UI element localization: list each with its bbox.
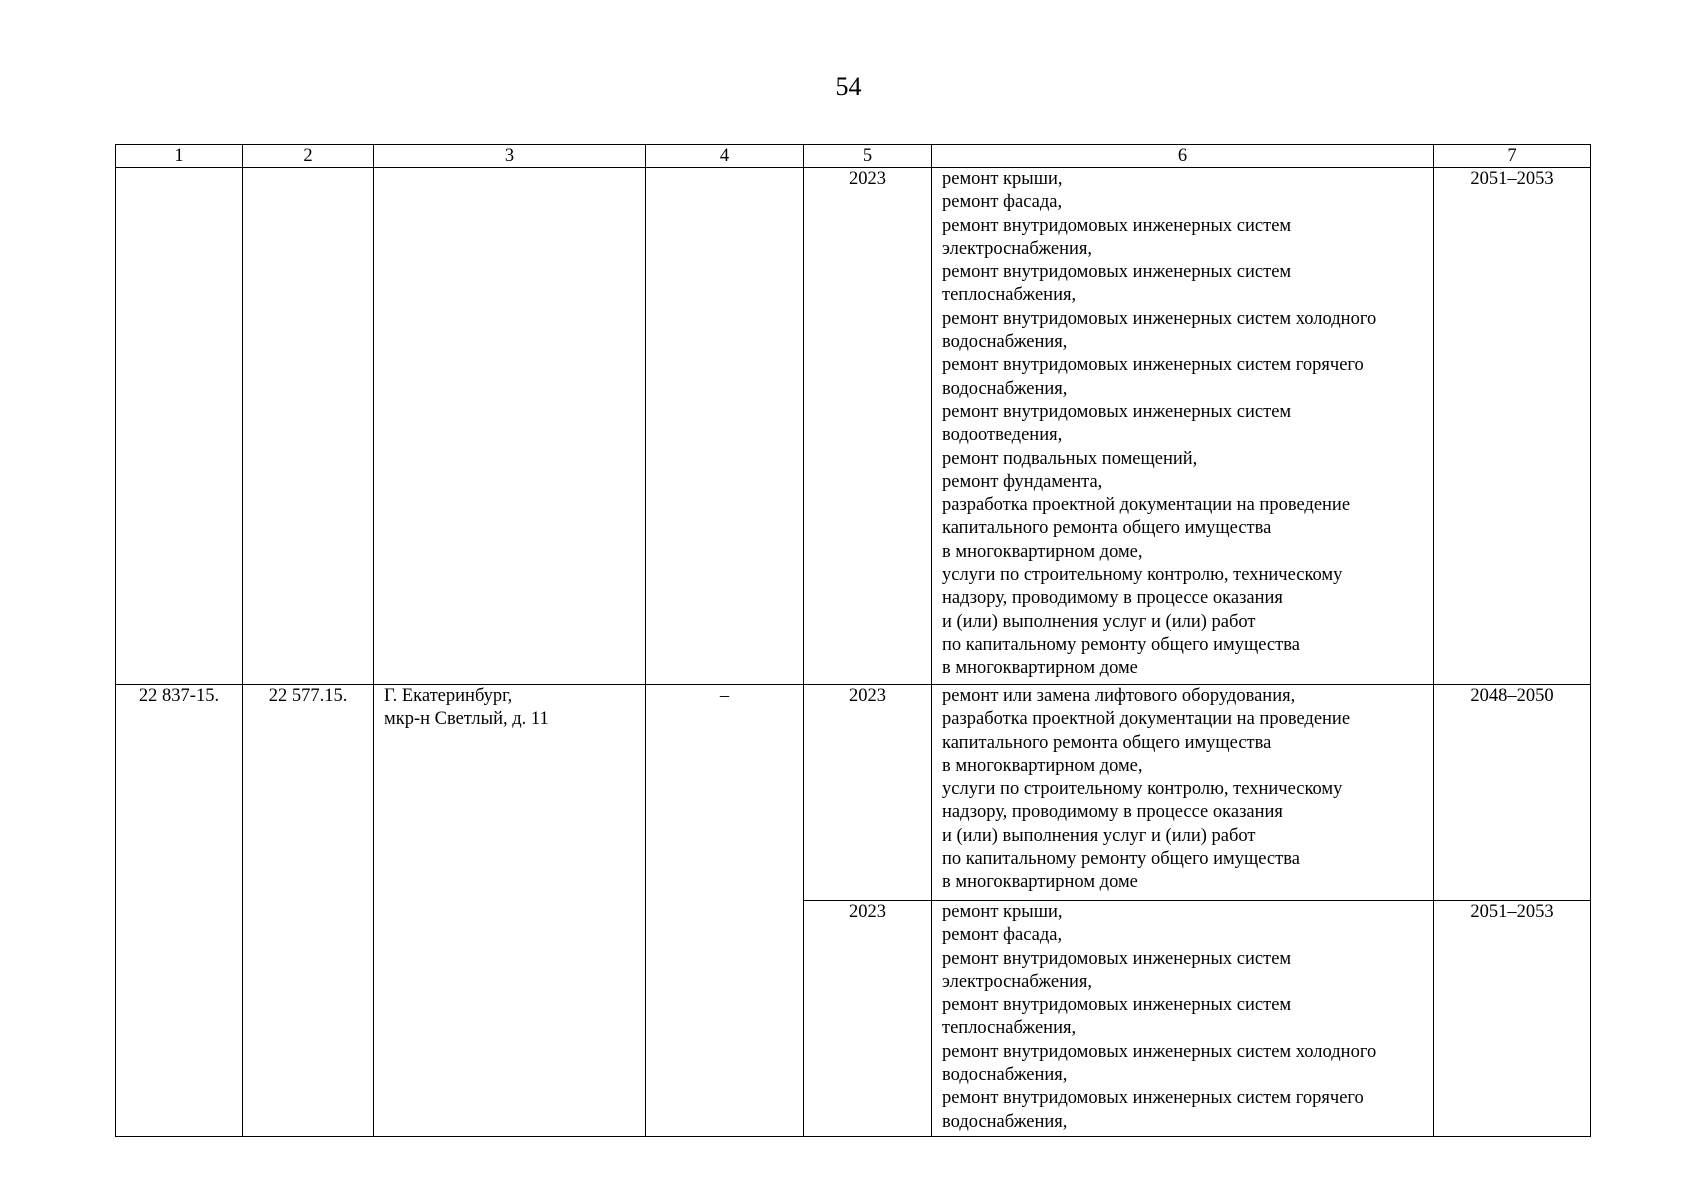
cell-text-line: разработка проектной документации на проведение <box>942 709 1351 730</box>
cell-text-line: теплоснабжения, <box>942 1018 1077 1039</box>
cell-text-line: ремонт подвальных помещений, <box>942 448 1198 469</box>
cell-text-line: ремонт внутридомовых инженерных систем холодного <box>942 1041 1377 1062</box>
column-header-1: 1 <box>116 145 243 168</box>
cell-text-line: ремонт крыши, <box>942 902 1063 922</box>
cell-text-line: надзору, проводимому в процессе оказания <box>942 588 1283 609</box>
cell-text-line: ремонт внутридомовых инженерных систем горячего <box>942 355 1364 376</box>
cell-text-line: надзору, проводимому в процессе оказания <box>942 802 1283 823</box>
column-header-5: 5 <box>804 145 932 168</box>
cell-text-line: ремонт внутридомовых инженерных систем <box>942 995 1292 1016</box>
cell-text-line: разработка проектной документации на проведение <box>942 495 1351 516</box>
row-1-period: 2051–2053 <box>1434 168 1591 685</box>
column-header-6: 6 <box>932 145 1434 168</box>
cell-text-line: в многоквартирном доме, <box>942 541 1143 562</box>
row-2-address <box>374 685 646 1137</box>
cell-text-line: теплоснабжения, <box>942 285 1077 306</box>
row-2a-works <box>932 685 1434 901</box>
cell-text-line: и (или) выполнения услуг и (или) работ <box>942 825 1256 846</box>
column-header-3: 3 <box>374 145 646 168</box>
cell-text-line: водоснабжения, <box>942 332 1068 353</box>
row-1-col4 <box>646 168 804 685</box>
row-1-address <box>374 168 646 685</box>
row-2-id: 22 577.15. <box>243 685 374 1137</box>
cell-text-line: ремонт фасада, <box>942 925 1063 946</box>
cell-text-line: в многоквартирном доме <box>942 658 1138 679</box>
cell-text-line: услуги по строительному контролю, техническому <box>942 565 1343 586</box>
row-2b-period: 2051–2053 <box>1434 901 1591 1137</box>
cell-text-line: водоснабжения, <box>942 378 1068 399</box>
cell-text-line: в многоквартирном доме <box>942 872 1138 893</box>
cell-text-line: водоотведения, <box>942 425 1063 446</box>
cell-text-line: по капитальному ремонту общего имущества <box>942 849 1300 870</box>
cell-text-line: ремонт внутридомовых инженерных систем <box>942 262 1292 283</box>
cell-text-line: по капитальному ремонту общего имущества <box>942 634 1300 655</box>
page-number: 54 <box>835 72 862 101</box>
cell-text-line: водоснабжения, <box>942 1111 1068 1132</box>
cell-text-line: Г. Екатеринбург, <box>384 686 513 706</box>
cell-text-line: ремонт внутридомовых инженерных систем <box>942 401 1292 422</box>
row-1-year: 2023 <box>804 168 932 685</box>
row-1-works <box>932 168 1434 685</box>
cell-text-line: услуги по строительному контролю, техническому <box>942 779 1343 800</box>
column-header-7: 7 <box>1434 145 1591 168</box>
cell-text-line: мкр-н Светлый, д. 11 <box>384 709 549 730</box>
table-row <box>116 168 1591 685</box>
cell-text-line: ремонт фасада, <box>942 192 1063 213</box>
cell-text-line: ремонт крыши, <box>942 169 1063 189</box>
cell-text-line: и (или) выполнения услуг и (или) работ <box>942 611 1256 632</box>
cell-text-line: капитального ремонта общего имущества <box>942 518 1272 539</box>
cell-text-line: электроснабжения, <box>942 238 1093 259</box>
cell-text-line: в многоквартирном доме, <box>942 755 1143 776</box>
row-1-number <box>116 168 243 685</box>
table-row <box>116 685 1591 901</box>
row-1-id <box>243 168 374 685</box>
cell-text-line: электроснабжения, <box>942 971 1093 992</box>
row-2b-year: 2023 <box>804 901 932 1137</box>
capital-repair-table <box>115 144 1591 1137</box>
cell-text-line: ремонт или замена лифтового оборудования, <box>942 686 1296 706</box>
cell-text-line: водоснабжения, <box>942 1065 1068 1086</box>
cell-text-line: ремонт фундамента, <box>942 471 1103 492</box>
cell-text-line: ремонт внутридомовых инженерных систем <box>942 215 1292 236</box>
row-2a-period: 2048–2050 <box>1434 685 1591 901</box>
cell-text-line: ремонт внутридомовых инженерных систем <box>942 948 1292 969</box>
cell-text-line: капитального ремонта общего имущества <box>942 732 1272 753</box>
row-2-col4: – <box>646 685 804 1137</box>
table-header-row <box>116 145 1591 168</box>
column-header-2: 2 <box>243 145 374 168</box>
row-2a-year: 2023 <box>804 685 932 901</box>
row-2b-works <box>932 901 1434 1137</box>
cell-text-line: ремонт внутридомовых инженерных систем горячего <box>942 1088 1364 1109</box>
cell-text-line: ремонт внутридомовых инженерных систем холодного <box>942 308 1377 329</box>
column-header-4: 4 <box>646 145 804 168</box>
row-2-number: 22 837-15. <box>116 685 243 1137</box>
